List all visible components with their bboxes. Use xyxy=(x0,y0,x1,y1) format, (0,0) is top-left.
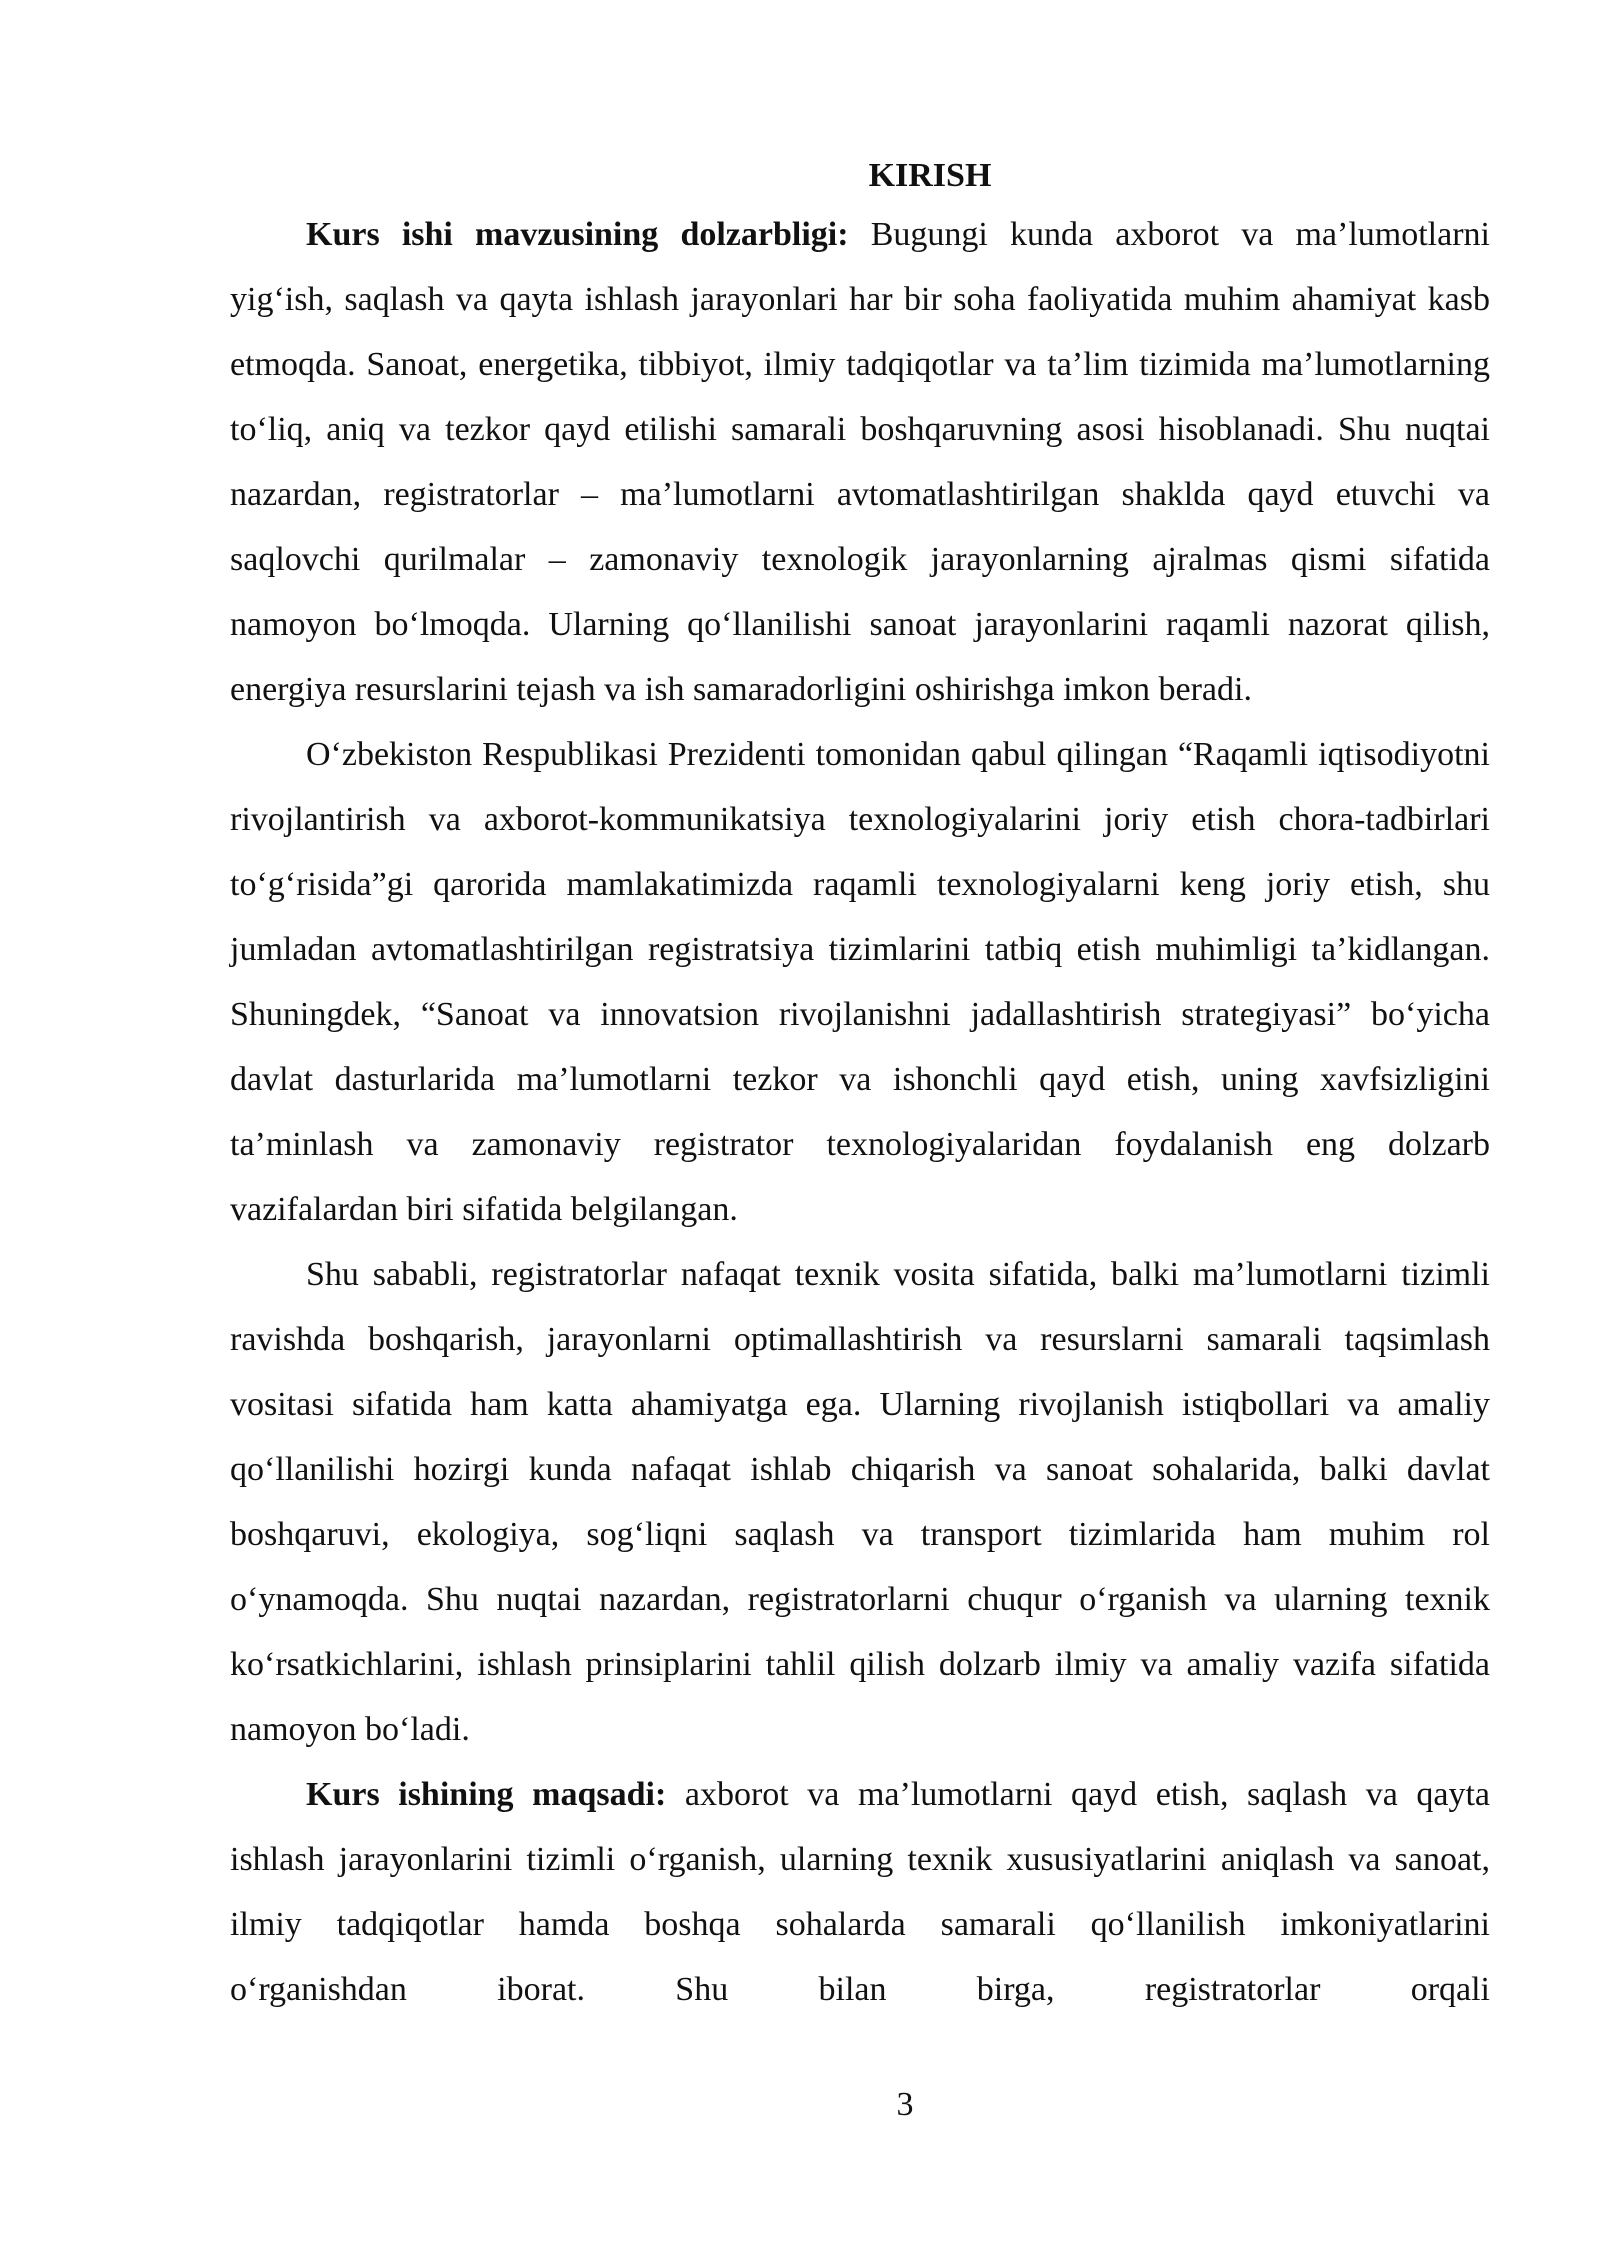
paragraph-decree xyxy=(230,722,1490,1242)
page-number: 3 xyxy=(896,2086,914,2123)
paragraph-text: Bugungi kunda axborot va ma’lumotlarni yig‘ish, saqlash va qayta ishlash jarayonlari har bir soha faoliyatida muhim ahamiyat kasb etmoqda. Sanoat, energetika, tibbiyot, ilmiy tadqiqotlar va ta’lim tizimida ma’lumotlarning to‘liq, aniq va tezkor qayd etilishi samarali boshqaruvning asosi hisoblanadi. Shu nuqtai nazardan, registratorlar – ma’lumotlarni avtomatlashtirilgan shaklda qayd etuvchi va saqlovchi qurilmalar – zamonaviy texnologik jarayonlarning ajralmas qismi sifatida namoyon bo‘lmoqda. Ularning qo‘llanilishi sanoat jarayonlarini raqamli nazorat qilish, energiya resurslarini tejash va ish samaradorligini oshirishga imkon beradi. xyxy=(230,216,1490,708)
document-page xyxy=(230,150,1490,2022)
paragraph-text: O‘zbekiston Respublikasi Prezidenti tomonidan qabul qilingan “Raqamli iqtisodiyotni rivojlantirish va axborot-kommunikatsiya texnologiyalarini joriy etish chora-tadbirlari to‘g‘risida”gi qarorida mamlakatimizda raqamli texnologiyalarni keng joriy etish, shu jumladan avtomatlashtirilgan registratsiya tizimlarini tatbiq etish muhimligi ta’kidlangan. Shuningdek, “Sanoat va innovatsion rivojlanishni jadallashtirish strategiyasi” bo‘yicha davlat dasturlarida ma’lumotlarni tezkor va ishonchli qayd etish, uning xavfsizligini ta’minlash va zamonaviy registrator texnologiyalaridan foydalanish eng dolzarb vazifalardan biri sifatida belgilangan. xyxy=(230,736,1490,1228)
page-title: KIRISH xyxy=(868,157,992,194)
paragraph-importance xyxy=(230,1242,1490,1762)
paragraph-text: axborot va ma’lumotlarni qayd etish, saqlash va qayta ishlash jarayonlarini tizimli o‘rganish, ularning texnik xususiyatlarini aniqlash va sanoat, ilmiy tadqiqotlar hamda boshqa sohalarda samarali qo‘llanilish imkoniyatlarini o‘rganishdan iborat. Shu bilan birga, registratorlar orqali xyxy=(230,1776,1490,2008)
paragraph-lead: Kurs ishining maqsadi: xyxy=(306,1776,667,1813)
paragraph-lead: Kurs ishi mavzusining dolzarbligi: xyxy=(306,216,849,253)
paragraph-text: Shu sababli, registratorlar nafaqat texnik vosita sifatida, balki ma’lumotlarni tizimli ravishda boshqarish, jarayonlarni optimallashtirish va resurslarni samarali taqsimlash vositasi sifatida ham katta ahamiyatga ega. Ularning rivojlanish istiqbollari va amaliy qo‘llanilishi hozirgi kunda nafaqat ishlab chiqarish va sanoat sohalarida, balki davlat boshqaruvi, ekologiya, sog‘liqni saqlash va transport tizimlarida ham muhim rol o‘ynamoqda. Shu nuqtai nazardan, registratorlarni chuqur o‘rganish va ularning texnik ko‘rsatkichlarini, ishlash prinsiplarini tahlil qilish dolzarb ilmiy va amaliy vazifa sifatida namoyon bo‘ladi. xyxy=(230,1256,1490,1748)
paragraph-relevance xyxy=(230,202,1490,722)
paragraph-goal xyxy=(230,1762,1490,2022)
